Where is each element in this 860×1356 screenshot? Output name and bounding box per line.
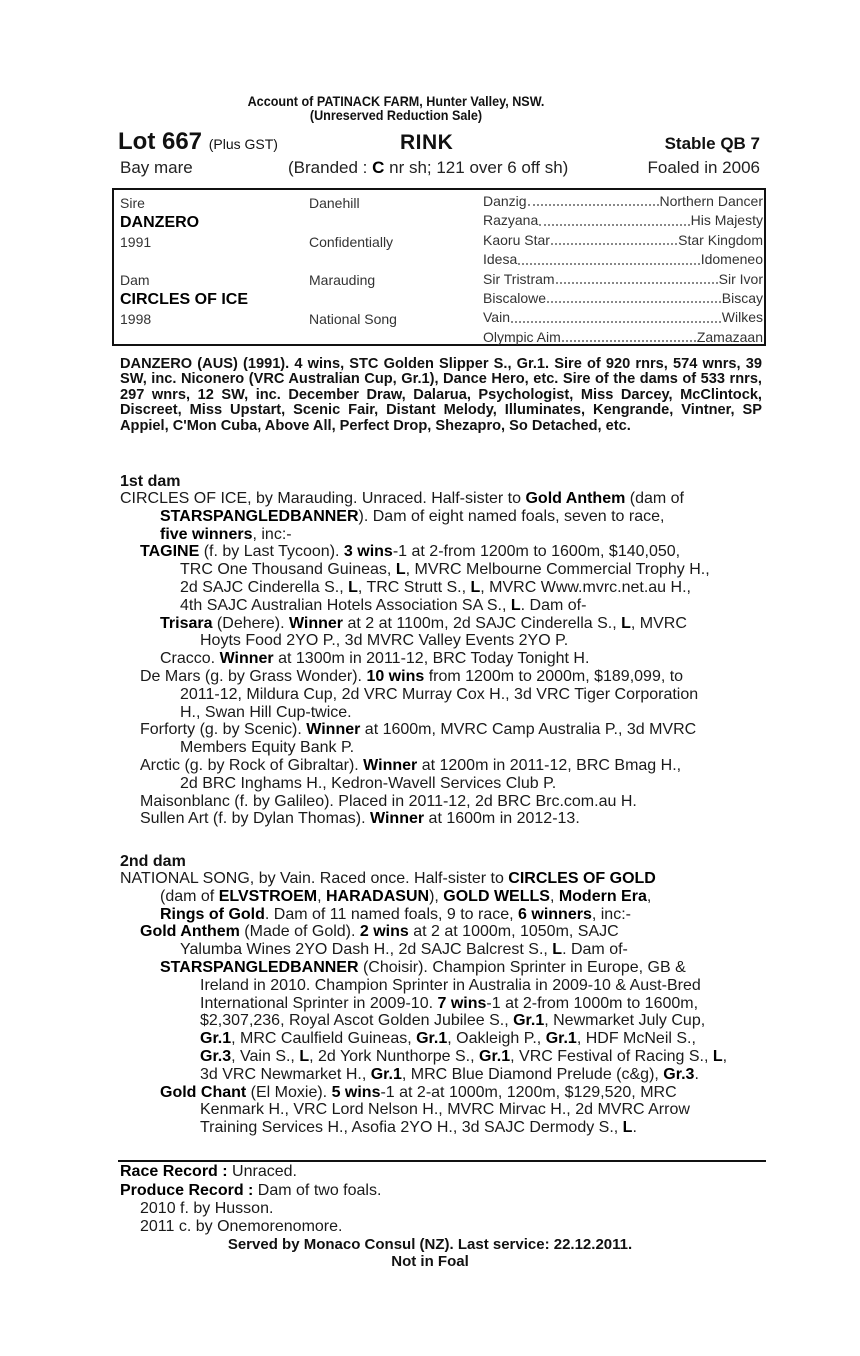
text-line: Gold Chant (El Moxie). 5 wins-1 at 2-at 1000m, 1200m, $129,520, MRC xyxy=(160,1083,677,1101)
text-line: STARSPANGLEDBANNER (Choisir). Champion Sprinter in Europe, GB & xyxy=(160,958,686,976)
brand-info: (Branded : C nr sh; 121 over 6 off sh) xyxy=(288,158,569,177)
text-line: Arctic (g. by Rock of Gibraltar). Winner at 1200m in 2011-12, BRC Bmag H., xyxy=(140,756,682,774)
ancestor-row: Kaoru Star Star Kingdom xyxy=(483,231,763,248)
horse-name: RINK xyxy=(400,131,454,154)
first-dam-heading: 1st dam xyxy=(120,473,181,490)
text-line: Hoyts Food 2YO P., 3d MVRC Valley Events 2YO P. xyxy=(200,632,569,650)
text-line: Kenmark H., VRC Lord Nelson H., MVRC Mirvac H., 2d MVRC Arrow xyxy=(200,1101,690,1119)
text-line: 4th SAJC Australian Hotels Association SA S., L. Dam of- xyxy=(180,596,587,614)
text-line: Training Services H., Asofia 2YO H., 3d SAJC Dermody S., L. xyxy=(200,1119,637,1137)
text-line: International Sprinter in 2009-10. 7 wins-1 at 2-from 1000m to 1600m, xyxy=(200,994,699,1012)
text-line: Rings of Gold. Dam of 11 named foals, 9 to race, 6 winners, inc:- xyxy=(160,905,631,923)
sale-line: (Unreserved Reduction Sale) xyxy=(309,107,483,123)
gst-note: (Plus GST) xyxy=(208,136,278,152)
sire-sire: Danehill xyxy=(309,195,360,211)
sire-label: Sire xyxy=(120,195,145,211)
dam-label: Dam xyxy=(120,272,150,288)
pedigree-table xyxy=(112,188,766,346)
text-line: Maisonblanc (f. by Galileo). Placed in 2011-12, 2d BRC Brc.com.au H. xyxy=(140,792,637,810)
text-line: Yalumba Wines 2YO Dash H., 2d SAJC Balcrest S., L. Dam of- xyxy=(180,941,628,959)
lot-number: Lot 667 (Plus GST) xyxy=(118,128,278,155)
text-line: Ireland in 2010. Champion Sprinter in Australia in 2009-10 & Aust-Bred xyxy=(200,976,701,994)
ancestor-row: Vain Wilkes xyxy=(483,309,763,326)
text-line: De Mars (g. by Grass Wonder). 10 wins from 1200m to 2000m, $189,099, to xyxy=(140,667,684,685)
sire-summary: DANZERO (AUS) (1991). 4 wins, STC Golden Slipper S., Gr.1. Sire of 920 rnrs, 574 wnrs, 39 SW, inc. Niconero (VRC Australian Cup, Gr.1), Dance Hero, etc. Sire of the dams of 533 rnrs, 297 wnrs, 12 SW, inc. December Draw, Dalarua, Psychologist, Miss Darcey, McClintock, Discreet, Miss Upstart, Scenic Fair, Distant Melody, Illuminates, Kengrande, Vintner, SP Appiel, C'Mon Cuba, Above All, Perfect Drop, Shezapro, So Detached, etc. xyxy=(120,356,762,434)
text-line: 2d SAJC Cinderella S., L, TRC Strutt S., L, MVRC Www.mvrc.net.au H., xyxy=(180,578,691,596)
text-line: STARSPANGLEDBANNER). Dam of eight named foals, seven to race, xyxy=(160,507,665,525)
text-line: Gr.1, MRC Caulfield Guineas, Gr.1, Oakleigh P., Gr.1, HDF McNeil S., xyxy=(200,1030,696,1048)
second-dam-heading: 2nd dam xyxy=(120,853,186,870)
sire-name: DANZERO xyxy=(120,214,200,231)
stable-number: Stable QB 7 xyxy=(664,134,760,153)
text-line: 2011-12, Mildura Cup, 2d VRC Murray Cox H., 3d VRC Tiger Corporation xyxy=(180,685,699,703)
ancestor-row: Biscalowe Biscay xyxy=(483,290,763,307)
foal-2011: 2011 c. by Onemorenomore. xyxy=(140,1218,343,1235)
produce-record: Produce Record : Dam of two foals. xyxy=(120,1182,382,1199)
ancestor-row: Sir Tristram Sir Ivor xyxy=(483,270,763,287)
text-line: TAGINE (f. by Last Tycoon). 3 wins-1 at 2-from 1200m to 1600m, $140,050, xyxy=(140,543,681,561)
text-line: Forforty (g. by Scenic). Winner at 1600m, MVRC Camp Australia P., 3d MVRC xyxy=(140,721,697,739)
service-info: Served by Monaco Consul (NZ). Last service: 22.12.2011. xyxy=(227,1236,633,1253)
text-line: Cracco. Winner at 1300m in 2011-12, BRC Today Tonight H. xyxy=(160,650,590,668)
sire-dam: Confidentially xyxy=(309,234,394,250)
dam-name: CIRCLES OF ICE xyxy=(120,291,249,308)
third-generation xyxy=(483,192,763,347)
text-line: TRC One Thousand Guineas, L, MVRC Melbourne Commercial Trophy H., xyxy=(180,561,710,579)
second-dam-body xyxy=(120,870,780,1137)
text-line: Gr.3, Vain S., L, 2d York Nunthorpe S., Gr.1, VRC Festival of Racing S., L, xyxy=(200,1047,728,1065)
race-record: Race Record : Unraced. xyxy=(120,1163,297,1180)
text-line: five winners, inc:- xyxy=(160,525,292,543)
account-line: Account of PATINACK FARM, Hunter Valley, NSW. xyxy=(247,93,545,109)
text-line: CIRCLES OF ICE, by Marauding. Unraced. Half-sister to Gold Anthem (dam of xyxy=(120,490,684,507)
divider xyxy=(118,1160,766,1162)
text-line: Sullen Art (f. by Dylan Thomas). Winner at 1600m in 2012-13. xyxy=(140,810,580,828)
dam-dam: National Song xyxy=(309,311,397,327)
dam-year: 1998 xyxy=(120,311,152,327)
ancestor-row: Idesa Idomeneo xyxy=(483,251,763,268)
text-line: Trisara (Dehere). Winner at 2 at 1100m, 2d SAJC Cinderella S., L, MVRC xyxy=(160,614,687,632)
sire-year: 1991 xyxy=(120,234,152,250)
foal-2010: 2010 f. by Husson. xyxy=(140,1200,274,1217)
text-line: H., Swan Hill Cup-twice. xyxy=(180,703,352,721)
text-line: $2,307,236, Royal Ascot Golden Jubilee S., Gr.1, Newmarket July Cup, xyxy=(200,1012,706,1030)
foal-status: Not in Foal xyxy=(391,1253,469,1270)
text-line: 2d BRC Inghams H., Kedron-Wavell Services Club P. xyxy=(180,774,557,792)
first-dam-body xyxy=(120,490,780,828)
foaled-year: Foaled in 2006 xyxy=(647,158,760,177)
ancestor-row: Olympic Aim Zamazaan xyxy=(483,328,763,345)
dam-sire: Marauding xyxy=(309,272,376,288)
text-line: Members Equity Bank P. xyxy=(180,739,355,757)
text-line: (dam of ELVSTROEM, HARADASUN), GOLD WELLS, Modern Era, xyxy=(160,887,652,905)
text-line: NATIONAL SONG, by Vain. Raced once. Half-sister to CIRCLES OF GOLD xyxy=(120,870,656,887)
text-line: Gold Anthem (Made of Gold). 2 wins at 2 at 1000m, 1050m, SAJC xyxy=(140,923,619,941)
ancestor-row: Razyana His Majesty xyxy=(483,212,763,229)
text-line: 3d VRC Newmarket H., Gr.1, MRC Blue Diamond Prelude (c&g), Gr.3. xyxy=(200,1065,699,1083)
sex-colour: Bay mare xyxy=(120,158,193,177)
ancestor-row: Danzig Northern Dancer xyxy=(483,193,763,209)
